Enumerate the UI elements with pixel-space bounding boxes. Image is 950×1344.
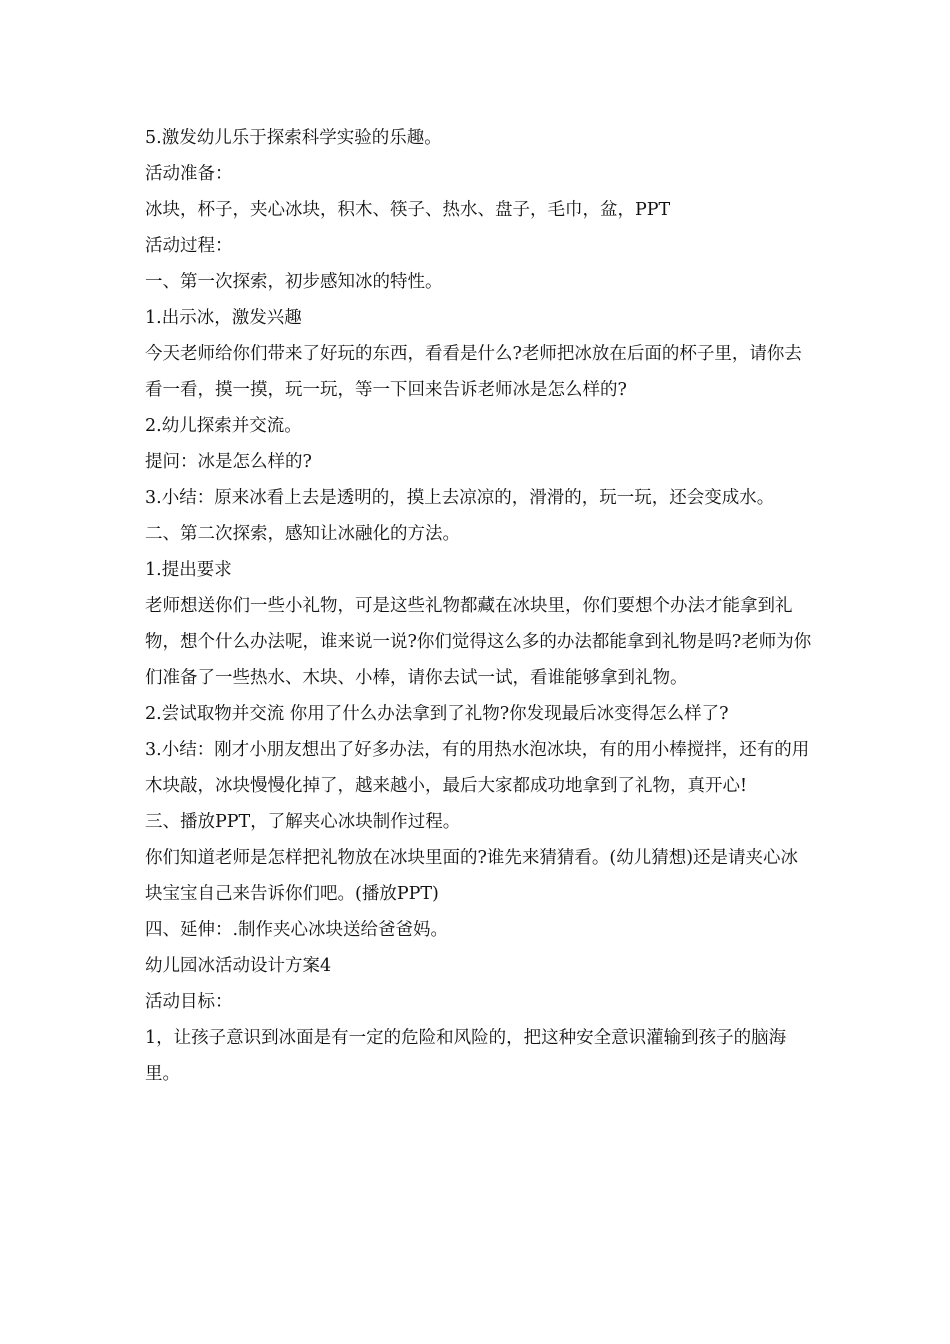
paragraph-goal-5: 5.激发幼儿乐于探索科学实验的乐趣。 [145,128,442,148]
paragraph-guess: 你们知道老师是怎样把礼物放在冰块里面的?谁先来猜猜看。(幼儿猜想)还是请夹心冰块宝宝自己来告诉你们吧。(播放PPT) [145,848,799,904]
paragraph-question: 提问：冰是怎么样的? [145,452,312,472]
paragraph-summary-2: 3.小结：刚才小朋友想出了好多办法，有的用热水泡冰块，有的用小棒搅拌，还有的用木块敲，冰块慢慢化掉了，越来越小，最后大家都成功地拿到了礼物，真开心! [145,740,810,796]
step-explore-exchange: 2.幼儿探索并交流。 [145,416,302,436]
paragraph-summary-1: 3.小结：原来冰看上去是透明的，摸上去凉凉的，滑滑的，玩一玩，还会变成水。 [145,488,775,508]
heading-plan-4: 幼儿园冰活动设计方案4 [145,956,332,976]
step-requirements: 1.提出要求 [145,560,232,580]
section-first-exploration: 一、第一次探索，初步感知冰的特性。 [145,272,443,292]
section-play-ppt: 三、播放PPT，了解夹心冰块制作过程。 [145,812,461,832]
heading-goals: 活动目标： [145,992,233,1012]
section-second-exploration: 二、第二次探索，感知让冰融化的方法。 [145,524,460,544]
step-try-retrieve: 2.尝试取物并交流 你用了什么办法拿到了礼物?你发现最后冰变得怎么样了? [145,704,729,724]
section-extension: 四、延伸：.制作夹心冰块送给爸爸妈。 [145,920,449,940]
heading-preparation: 活动准备： [145,164,233,184]
step-show-ice: 1.出示冰，激发兴趣 [145,308,302,328]
paragraph-gift-challenge: 老师想送你们一些小礼物，可是这些礼物都藏在冰块里，你们要想个办法才能拿到礼物，想个什么办法呢，谁来说一说?你们觉得这么多的办法都能拿到礼物是吗?老师为你们准备了一些热水、木块、小棒，请你去试一试，看谁能够拿到礼物。 [145,596,812,688]
document-body [145,120,815,1092]
paragraph-materials: 冰块，杯子，夹心冰块，积木、筷子、热水、盘子，毛巾，盆，PPT [145,200,671,220]
heading-process: 活动过程： [145,236,233,256]
paragraph-goal-1: 1，让孩子意识到冰面是有一定的危险和风险的，把这种安全意识灌输到孩子的脑海里。 [145,1028,787,1084]
paragraph-teacher-intro: 今天老师给你们带来了好玩的东西，看看是什么?老师把冰放在后面的杯子里，请你去看一看，摸一摸，玩一玩，等一下回来告诉老师冰是怎么样的? [145,344,802,400]
